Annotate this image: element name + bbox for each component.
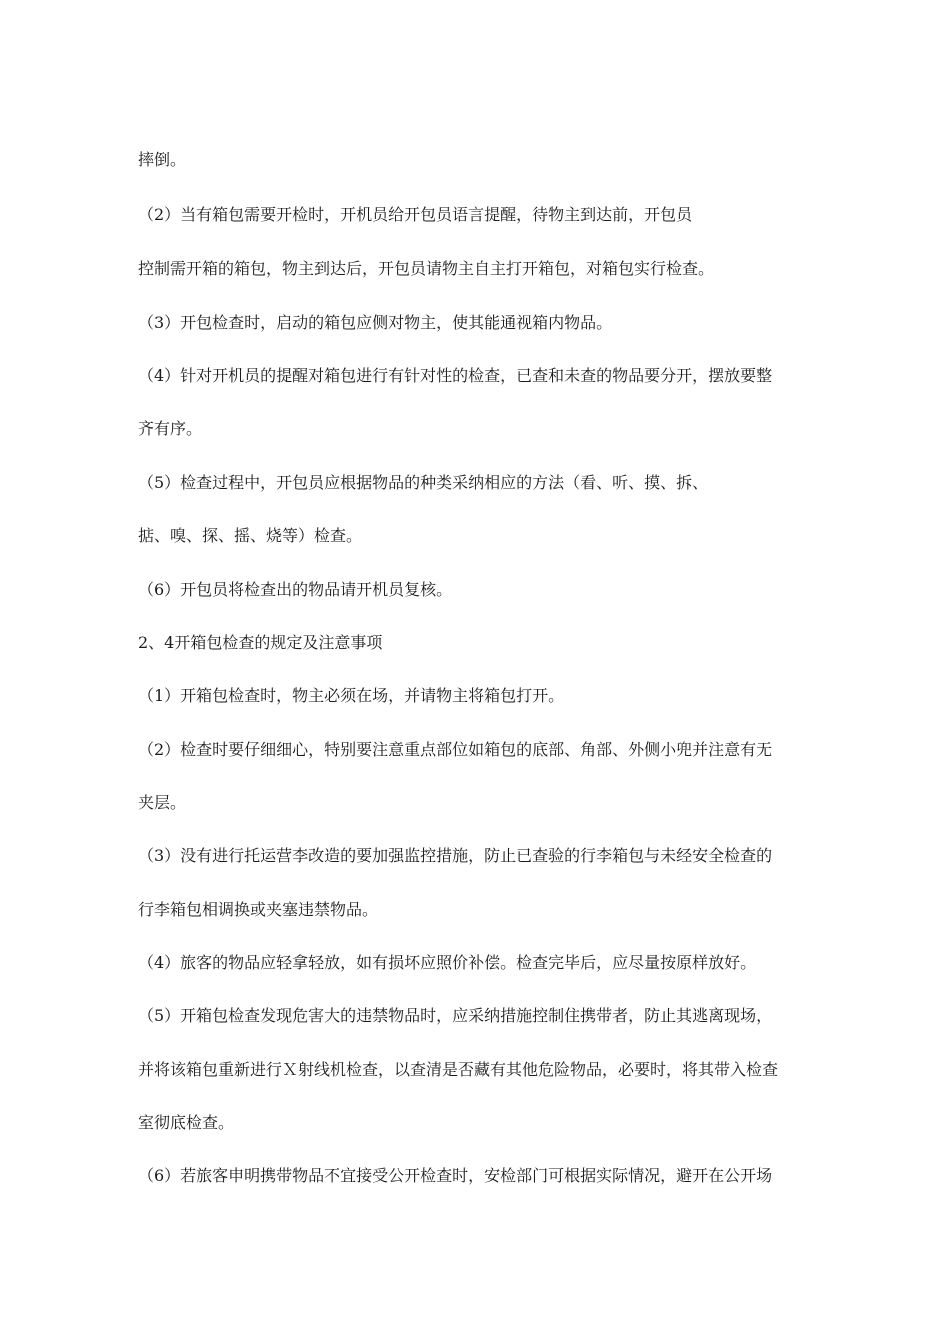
text-line: 摔倒。 bbox=[138, 150, 187, 169]
text-line: （4）旅客的物品应轻拿轻放，如有损坏应照价补偿。检查完毕后，应尽量按原样放好。 bbox=[138, 953, 757, 972]
text-line: （3）开包检查时，启动的箱包应侧对物主，使其能通视箱内物品。 bbox=[138, 313, 613, 332]
text-line: 行李箱包相调换或夹塞违禁物品。 bbox=[138, 900, 379, 919]
text-line: （6）若旅客申明携带物品不宜接受公开检查时，安检部门可根据实际情况，避开在公开场 bbox=[138, 1166, 773, 1185]
section-heading: 2、4开箱包检查的规定及注意事项 bbox=[138, 633, 383, 652]
text-line: （6）开包员将检查出的物品请开机员复核。 bbox=[138, 580, 453, 599]
text-line: 掂、嗅、探、摇、烧等）检查。 bbox=[138, 526, 363, 545]
text-line: 夹层。 bbox=[138, 793, 187, 812]
text-line: （2）当有箱包需要开检时，开机员给开包员语言提醒，待物主到达前，开包员 bbox=[138, 205, 693, 224]
text-line: （5）检查过程中，开包员应根据物品的种类采纳相应的方法（看、听、摸、拆、 bbox=[138, 473, 709, 492]
text-line: 并将该箱包重新进行Ｘ射线机检查，以查清是否藏有其他危险物品，必要时，将其带入检查 bbox=[138, 1060, 779, 1079]
text-line: （5）开箱包检查发现危害大的违禁物品时，应采纳措施控制住携带者，防止其逃离现场， bbox=[138, 1006, 773, 1025]
text-line: 齐有序。 bbox=[138, 419, 203, 438]
text-line: 室彻底检查。 bbox=[138, 1113, 235, 1132]
text-line: （2）检查时要仔细细心，特别要注意重点部位如箱包的底部、角部、外侧小兜并注意有无 bbox=[138, 740, 773, 759]
text-line: 控制需开箱的箱包，物主到达后，开包员请物主自主打开箱包，对箱包实行检查。 bbox=[138, 259, 715, 278]
text-line: （4）针对开机员的提醒对箱包进行有针对性的检查，已查和未查的物品要分开，摆放要整 bbox=[138, 366, 773, 385]
text-line: （1）开箱包检查时，物主必须在场，并请物主将箱包打开。 bbox=[138, 686, 565, 705]
text-line: （3）没有进行托运营李改造的要加强监控措施，防止已查验的行李箱包与未经安全检查的 bbox=[138, 846, 773, 865]
